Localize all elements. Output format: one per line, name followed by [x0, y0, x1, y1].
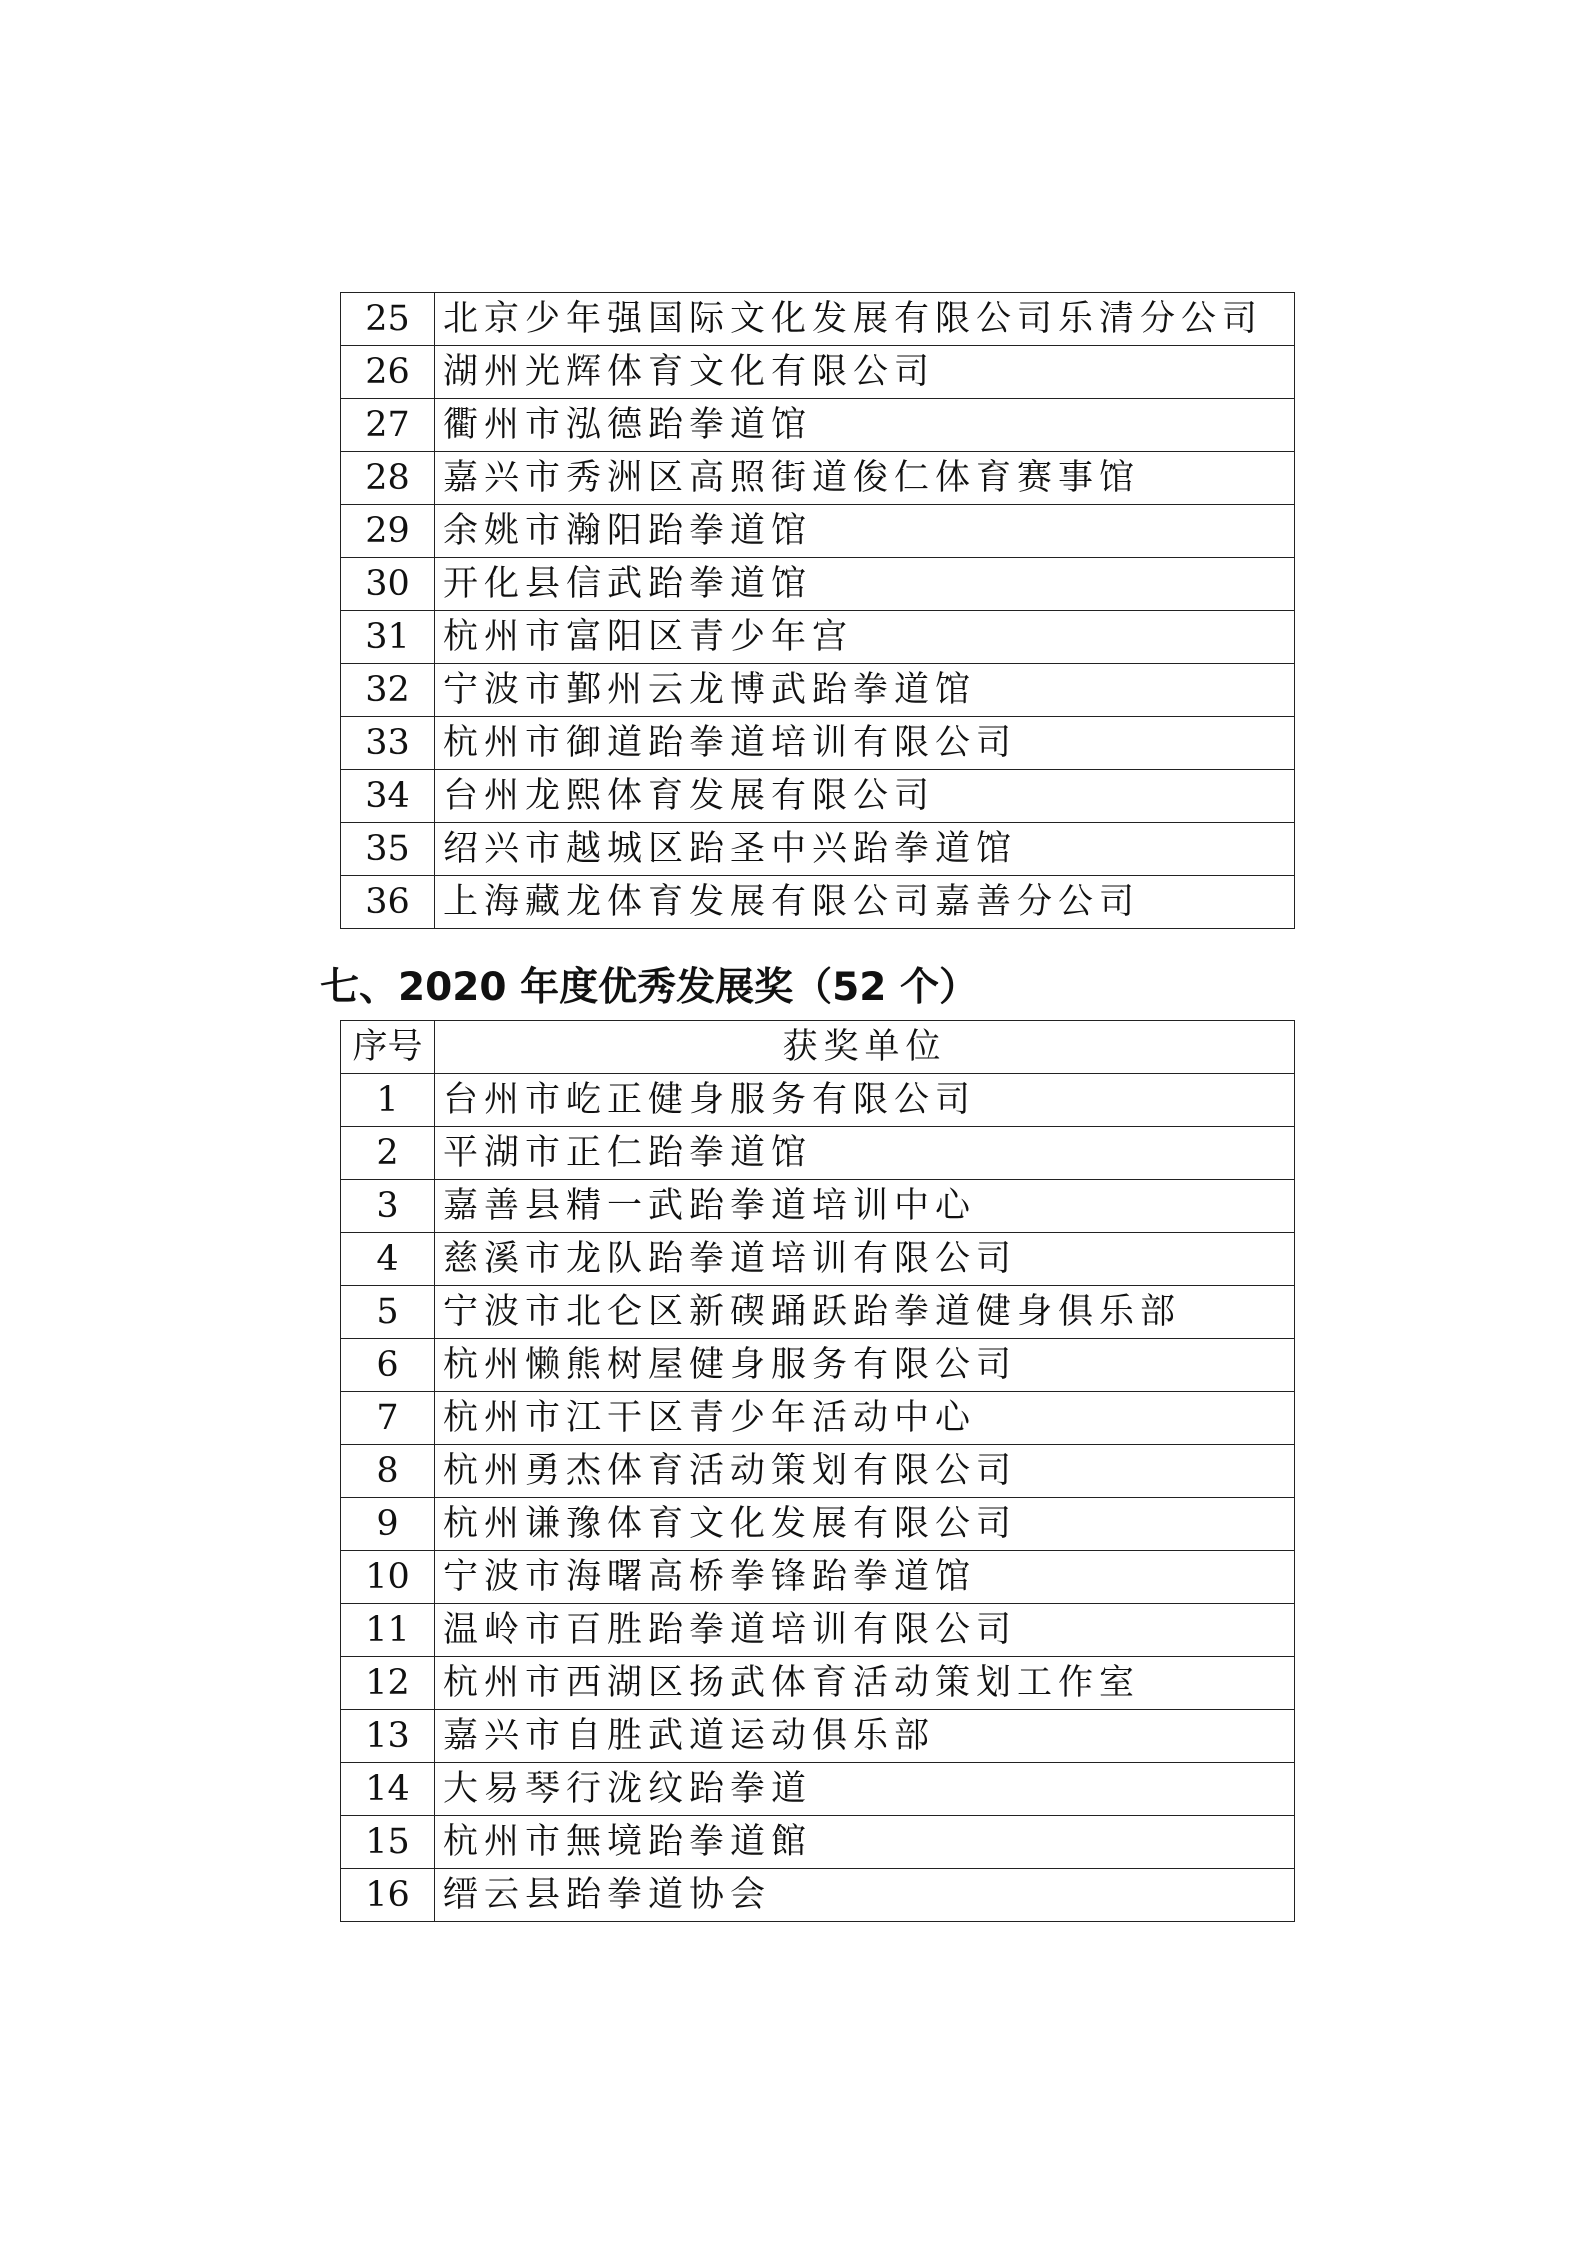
table-row	[341, 293, 1295, 346]
row-number: 9	[341, 1498, 435, 1551]
table-row	[341, 1180, 1295, 1233]
awardee-name: 宁波市北仑区新碶踊跃跆拳道健身俱乐部	[435, 1286, 1295, 1339]
awardee-name: 湖州光辉体育文化有限公司	[435, 346, 1295, 399]
awardee-name: 慈溪市龙队跆拳道培训有限公司	[435, 1233, 1295, 1286]
awardee-name: 余姚市瀚阳跆拳道馆	[435, 505, 1295, 558]
table-row	[341, 1392, 1295, 1445]
table-row	[341, 558, 1295, 611]
awardee-name: 台州龙熙体育发展有限公司	[435, 770, 1295, 823]
row-number: 15	[341, 1816, 435, 1869]
row-number: 12	[341, 1657, 435, 1710]
awardee-name: 嘉兴市秀洲区高照街道俊仁体育赛事馆	[435, 452, 1295, 505]
table-row	[341, 346, 1295, 399]
awardee-name: 杭州市西湖区扬武体育活动策划工作室	[435, 1657, 1295, 1710]
table-row	[341, 1127, 1295, 1180]
section-heading: 七、2020 年度优秀发展奖（52 个）	[320, 965, 978, 1010]
table-row	[341, 1710, 1295, 1763]
table-row	[341, 1339, 1295, 1392]
table-row	[341, 1763, 1295, 1816]
awardee-name: 温岭市百胜跆拳道培训有限公司	[435, 1604, 1295, 1657]
awardee-name: 杭州谦豫体育文化发展有限公司	[435, 1498, 1295, 1551]
row-number: 33	[341, 717, 435, 770]
awardee-name: 北京少年强国际文化发展有限公司乐清分公司	[435, 293, 1295, 346]
row-number: 34	[341, 770, 435, 823]
awardee-name: 杭州勇杰体育活动策划有限公司	[435, 1445, 1295, 1498]
row-number: 1	[341, 1074, 435, 1127]
awardee-name: 上海藏龙体育发展有限公司嘉善分公司	[435, 876, 1295, 929]
row-number: 16	[341, 1869, 435, 1922]
awardee-name: 宁波市海曙高桥拳锋跆拳道馆	[435, 1551, 1295, 1604]
row-number: 25	[341, 293, 435, 346]
row-number: 32	[341, 664, 435, 717]
table-row	[341, 1551, 1295, 1604]
row-number: 7	[341, 1392, 435, 1445]
table-row	[341, 876, 1295, 929]
row-number: 27	[341, 399, 435, 452]
table-row	[341, 770, 1295, 823]
awardee-name: 宁波市鄞州云龙博武跆拳道馆	[435, 664, 1295, 717]
awardee-name: 嘉善县精一武跆拳道培训中心	[435, 1180, 1295, 1233]
row-number: 11	[341, 1604, 435, 1657]
row-number: 29	[341, 505, 435, 558]
table-row	[341, 452, 1295, 505]
row-number: 31	[341, 611, 435, 664]
awardee-name: 绍兴市越城区跆圣中兴跆拳道馆	[435, 823, 1295, 876]
table-row	[341, 1286, 1295, 1339]
table-row	[341, 1445, 1295, 1498]
row-number: 28	[341, 452, 435, 505]
table-row	[341, 399, 1295, 452]
table-row	[341, 1816, 1295, 1869]
row-number: 10	[341, 1551, 435, 1604]
column-header-number: 序号	[341, 1021, 435, 1074]
awardee-name: 大易琴行泷纹跆拳道	[435, 1763, 1295, 1816]
table-row	[341, 823, 1295, 876]
row-number: 36	[341, 876, 435, 929]
awardee-name: 杭州懒熊树屋健身服务有限公司	[435, 1339, 1295, 1392]
table-row	[341, 664, 1295, 717]
column-header-awardee: 获奖单位	[435, 1021, 1295, 1074]
table-row	[341, 1604, 1295, 1657]
table-row	[341, 1233, 1295, 1286]
awardee-name: 平湖市正仁跆拳道馆	[435, 1127, 1295, 1180]
awardee-name: 缙云县跆拳道协会	[435, 1869, 1295, 1922]
row-number: 2	[341, 1127, 435, 1180]
row-number: 8	[341, 1445, 435, 1498]
row-number: 5	[341, 1286, 435, 1339]
table-row	[341, 1869, 1295, 1922]
table-row	[341, 1498, 1295, 1551]
row-number: 26	[341, 346, 435, 399]
awardee-name: 杭州市御道跆拳道培训有限公司	[435, 717, 1295, 770]
awardee-name: 嘉兴市自胜武道运动俱乐部	[435, 1710, 1295, 1763]
table-row	[341, 1657, 1295, 1710]
table-row	[341, 611, 1295, 664]
table-row	[341, 505, 1295, 558]
row-number: 6	[341, 1339, 435, 1392]
row-number: 13	[341, 1710, 435, 1763]
awardee-name: 开化县信武跆拳道馆	[435, 558, 1295, 611]
awardee-name: 杭州市江干区青少年活动中心	[435, 1392, 1295, 1445]
table-header-row	[341, 1021, 1295, 1074]
row-number: 4	[341, 1233, 435, 1286]
award-table-excellent	[340, 1020, 1295, 1922]
award-table-continued	[340, 292, 1295, 929]
awardee-name: 杭州市無境跆拳道館	[435, 1816, 1295, 1869]
row-number: 35	[341, 823, 435, 876]
awardee-name: 杭州市富阳区青少年宫	[435, 611, 1295, 664]
row-number: 3	[341, 1180, 435, 1233]
awardee-name: 台州市屹正健身服务有限公司	[435, 1074, 1295, 1127]
table-row	[341, 1074, 1295, 1127]
table-row	[341, 717, 1295, 770]
row-number: 30	[341, 558, 435, 611]
awardee-name: 衢州市泓德跆拳道馆	[435, 399, 1295, 452]
row-number: 14	[341, 1763, 435, 1816]
